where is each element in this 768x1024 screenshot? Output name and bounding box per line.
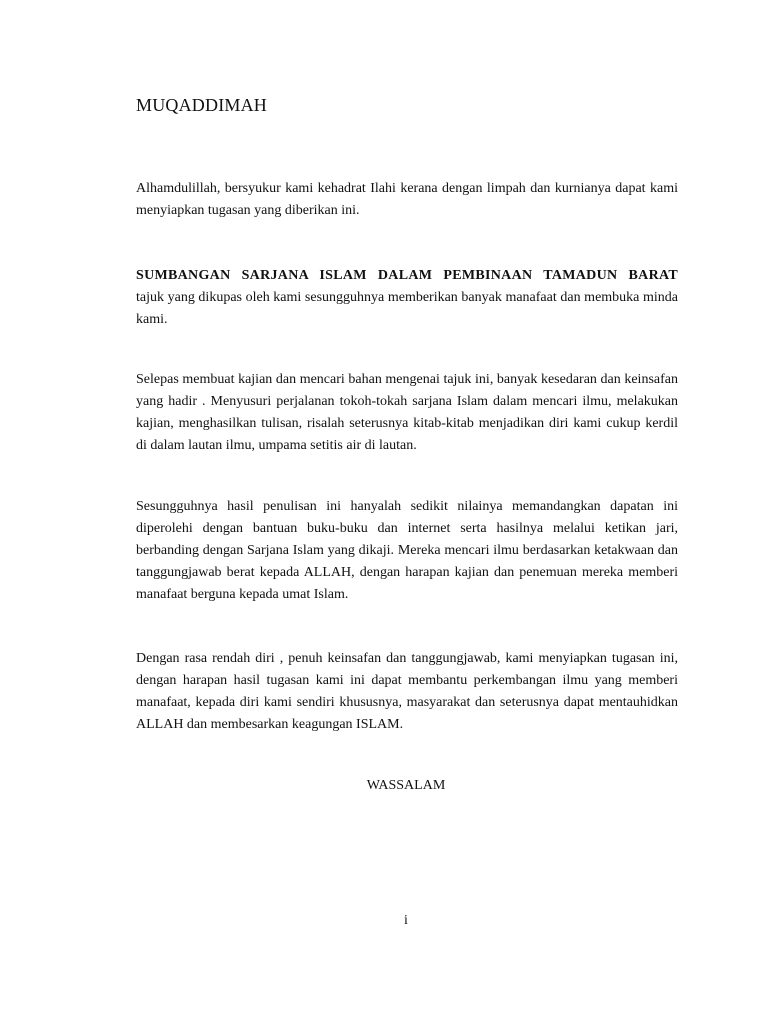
closing-salutation: WASSALAM	[366, 778, 446, 793]
page-title: MUQADDIMAH	[136, 95, 267, 115]
paragraph-topic	[136, 265, 678, 331]
topic-text: tajuk yang dikupas oleh kami sesungguhnya memberikan banyak manafaat dan membuka minda kami.	[136, 290, 678, 327]
paragraph-closing-hope: Dengan rasa rendah diri , penuh keinsafan dan tanggungjawab, kami menyiapkan tugasan ini, dengan harapan hasil tugasan kami ini dapat membantu perkembangan ilmu yang memberi manafaat, kepada diri kami sendiri khususnya, masyarakat dan seterusnya dapat mentauhidkan ALLAH dan membesarkan keagungan ISLAM.	[136, 651, 678, 732]
page-number: i	[404, 913, 408, 928]
paragraph-reflection: Selepas membuat kajian dan mencari bahan mengenai tajuk ini, banyak kesedaran dan keinsafan yang hadir . Menyusuri perjalanan tokoh-tokah sarjana Islam dalam mencari ilmu, melakukan kajian, menghasilkan tulisan, risalah seterusnya kitab-kitab menjadikan diri kami cukup kerdil di dalam lautan ilmu, umpama setitis air di lautan.	[136, 372, 678, 453]
paragraph-acknowledgement: Sesungguhnya hasil penulisan ini hanyalah sedikit nilainya memandangkan dapatan ini diperolehi dengan bantuan buku-buku dan internet serta hasilnya melalui ketikan jari, berbanding dengan Sarjana Islam yang dikaji. Mereka mencari ilmu berdasarkan ketakwaan dan tanggungjawab berat kepada ALLAH, dengan harapan kajian dan penemuan mereka memberi manafaat berguna kepada umat Islam.	[136, 499, 678, 602]
paragraph-opening: Alhamdulillah, bersyukur kami kehadrat Ilahi kerana dengan limpah dan kurnianya dapat kami menyiapkan tugasan yang diberikan ini.	[136, 181, 678, 218]
topic-heading: SUMBANGAN SARJANA ISLAM DALAM PEMBINAAN TAMADUN BARAT	[136, 268, 678, 283]
